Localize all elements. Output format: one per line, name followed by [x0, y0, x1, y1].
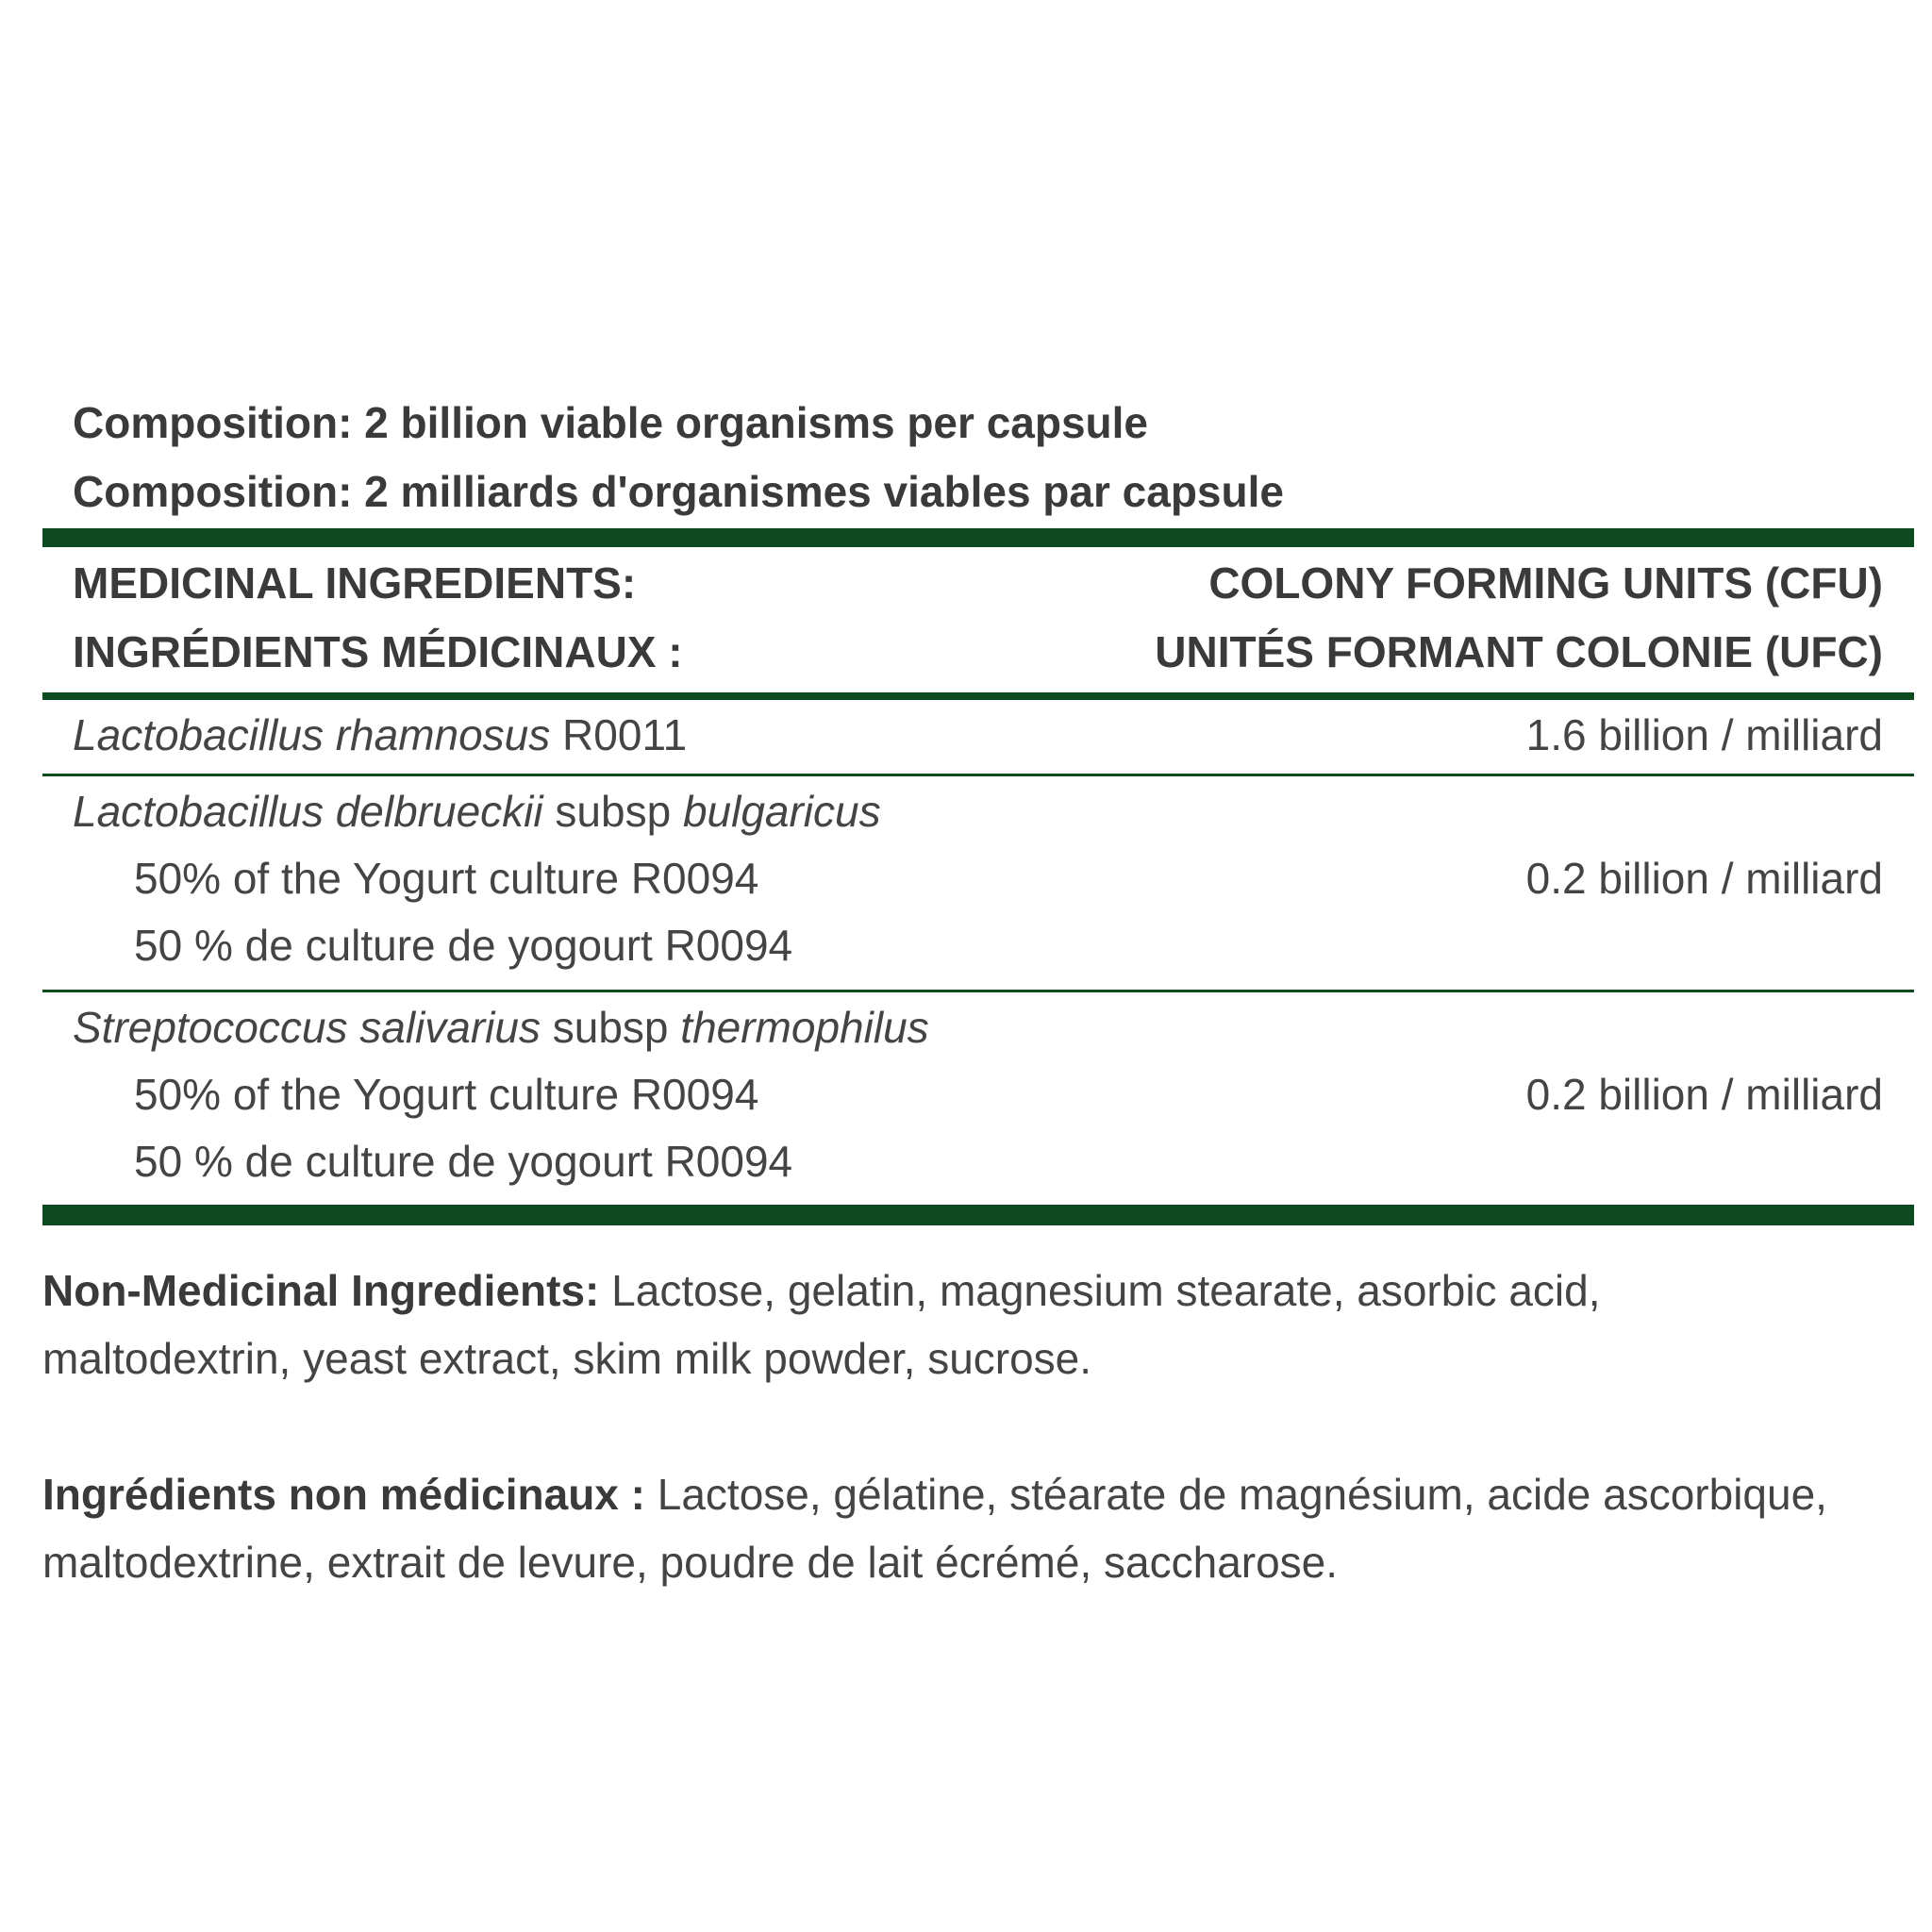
species-name: Lactobacillus rhamnosus: [73, 710, 551, 759]
subspecies-name: thermophilus: [680, 1003, 929, 1052]
header-cfu-english: COLONY FORMING UNITS (CFU): [1208, 558, 1883, 608]
strain-code: R0011: [550, 710, 688, 759]
non-medicinal-label-french: Ingrédients non médicinaux :: [42, 1470, 645, 1519]
culture-english: 50% of the Yogurt culture R0094: [134, 1070, 759, 1119]
composition-block: [73, 389, 1284, 526]
table-bottom-rule: [42, 1205, 1914, 1225]
header-ingredients-english: MEDICINAL INGREDIENTS:: [73, 558, 637, 608]
non-medicinal-text-english: Lactose, gelatin, magnesium stearate, asorbic acid, maltodextrin, yeast extract, skim milk powder, sucrose.: [42, 1266, 1601, 1383]
culture-english: 50% of the Yogurt culture R0094: [134, 854, 759, 903]
table-row: [73, 702, 1883, 769]
header-ingredients-french: INGRÉDIENTS MÉDICINAUX :: [73, 627, 683, 676]
composition-english: Composition: 2 billion viable organisms per capsule: [73, 398, 1149, 447]
header-cfu-french: UNITÉS FORMANT COLONIE (UFC): [1155, 627, 1883, 676]
non-medicinal-label-english: Non-Medicinal Ingredients:: [42, 1266, 600, 1315]
species-name: Streptococcus salivarius: [73, 1003, 541, 1052]
subspecies-name: bulgaricus: [682, 787, 881, 836]
table-top-rule: [42, 528, 1914, 547]
composition-french: Composition: 2 milliards d'organismes viables par capsule: [73, 467, 1284, 516]
species-name: Lactobacillus delbrueckii: [73, 787, 543, 836]
ingredient-name: [73, 778, 1883, 845]
culture-french: 50 % de culture de yogourt R0094: [134, 921, 793, 970]
table-header-rule: [42, 692, 1914, 700]
non-medicinal-french: [42, 1460, 1835, 1596]
table-row: [73, 994, 1883, 1195]
non-medicinal-english: [42, 1257, 1835, 1392]
cfu-value: 1.6 billion / milliard: [1525, 710, 1883, 759]
ingredient-name: [73, 994, 1883, 1061]
cfu-value: 0.2 billion / milliard: [1525, 854, 1883, 903]
subsp-word: subsp: [540, 1003, 681, 1052]
table-header-cfu: [1155, 549, 1883, 687]
table-header-ingredients: [73, 549, 683, 687]
row-divider: [42, 774, 1914, 776]
culture-french: 50 % de culture de yogourt R0094: [134, 1137, 793, 1186]
table-row: [73, 778, 1883, 979]
cfu-value: 0.2 billion / milliard: [1525, 1070, 1883, 1119]
non-medicinal-text-french: Lactose, gélatine, stéarate de magnésium, acide ascorbique, maltodextrine, extrait de levure, poudre de lait écrémé, saccharose.: [42, 1470, 1827, 1587]
row-divider: [42, 990, 1914, 992]
subsp-word: subsp: [542, 787, 683, 836]
